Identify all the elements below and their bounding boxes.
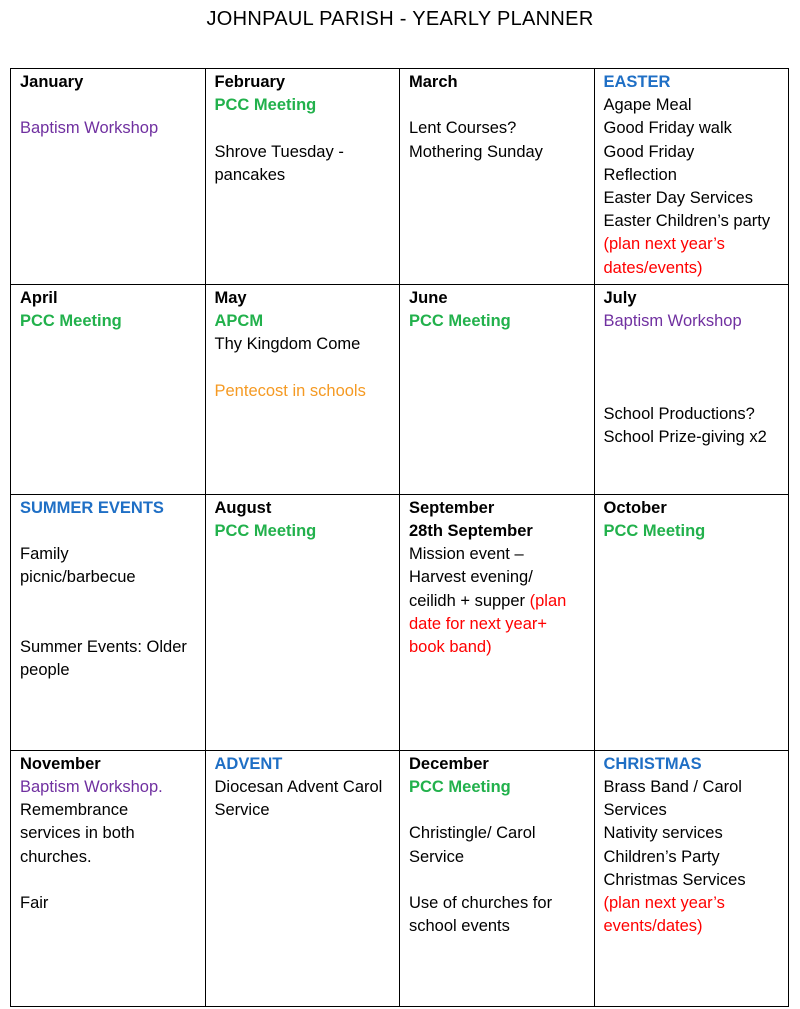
cell-september: [400, 494, 595, 750]
event-text: School Productions?: [603, 404, 755, 423]
pcc-meeting: PCC Meeting: [214, 96, 317, 115]
planner-table: [10, 68, 789, 1007]
event-text: Thy Kingdom Come: [214, 335, 361, 354]
event-text: school events: [409, 917, 510, 936]
pcc-meeting: PCC Meeting: [20, 312, 122, 331]
event-text: services in both: [20, 824, 135, 843]
page-title: JOHNPAUL PARISH - YEARLY PLANNER: [206, 8, 594, 30]
cell-summer-events: [11, 494, 206, 750]
season-heading: EASTER: [603, 73, 671, 91]
cell-march: [400, 69, 595, 285]
event-text: Summer Events: Older: [20, 638, 187, 657]
cell-january: [11, 69, 206, 285]
event-text: churches.: [20, 847, 92, 866]
event-text: Mothering Sunday: [409, 142, 543, 161]
table-row: [11, 69, 789, 285]
plan-note: book band): [409, 638, 492, 657]
cell-august: [205, 494, 400, 750]
plan-note: (plan next year’s: [603, 235, 725, 254]
event-text: Lent Courses?: [409, 119, 517, 138]
pentecost-in-schools: Pentecost in schools: [214, 381, 366, 400]
baptism-workshop: Baptism Workshop: [603, 312, 742, 331]
cell-november: [11, 750, 206, 1006]
event-text-with-note: [409, 590, 585, 613]
month-heading: November: [20, 754, 101, 773]
event-text: Brass Band / Carol: [603, 778, 742, 797]
plan-note: date for next year+: [409, 614, 548, 633]
season-heading: ADVENT: [214, 754, 283, 773]
cell-december: [400, 750, 595, 1006]
cell-advent: [205, 750, 400, 1006]
event-text: picnic/barbecue: [20, 568, 136, 587]
event-text: Reflection: [603, 165, 677, 184]
event-text: School Prize-giving x2: [603, 428, 767, 447]
month-heading: July: [603, 288, 637, 307]
cell-february: [205, 69, 400, 285]
pcc-meeting: PCC Meeting: [409, 312, 511, 331]
date-subheading: 28th September: [409, 522, 533, 541]
cell-may: [205, 284, 400, 494]
event-text: Christingle/ Carol: [409, 824, 536, 843]
event-text: Easter Children’s party: [603, 212, 771, 231]
cell-april: [11, 284, 206, 494]
month-heading: January: [20, 73, 84, 91]
month-heading: April: [20, 288, 58, 307]
table-row: [11, 750, 789, 1006]
event-text: Easter Day Services: [603, 189, 753, 208]
month-heading: February: [214, 73, 286, 91]
event-text: Service: [214, 801, 270, 820]
month-heading: September: [409, 498, 495, 517]
season-heading: CHRISTMAS: [603, 754, 702, 773]
pcc-meeting: PCC Meeting: [214, 522, 317, 541]
event-text: Remembrance: [20, 801, 129, 820]
baptism-workshop: Baptism Workshop: [20, 119, 159, 138]
plan-note: dates/events): [603, 258, 703, 277]
event-text: Diocesan Advent Carol: [214, 778, 383, 797]
month-heading: October: [603, 498, 667, 517]
event-text: Christmas Services: [603, 870, 746, 889]
event-text: ceilidh + supper: [409, 591, 530, 610]
event-text: Mission event –: [409, 545, 524, 564]
cell-easter: [594, 69, 789, 285]
event-text: Agape Meal: [603, 96, 692, 115]
event-text: Fair: [20, 894, 49, 913]
table-row: [11, 494, 789, 750]
cell-christmas: [594, 750, 789, 1006]
month-heading: March: [409, 73, 458, 91]
baptism-workshop: Baptism Workshop.: [20, 778, 163, 797]
event-text: Shrove Tuesday -: [214, 142, 344, 161]
event-text: Good Friday: [603, 142, 695, 161]
event-text: Use of churches for: [409, 894, 553, 913]
month-heading: December: [409, 754, 489, 773]
season-heading: SUMMER EVENTS: [20, 498, 164, 517]
event-text: Harvest evening/: [409, 568, 533, 587]
month-heading: August: [214, 498, 272, 517]
pcc-meeting: PCC Meeting: [603, 522, 706, 541]
plan-note: (plan: [529, 591, 567, 610]
month-heading: May: [214, 288, 247, 307]
event-text: Service: [409, 847, 465, 866]
event-text: pancakes: [214, 165, 286, 184]
event-text: Nativity services: [603, 824, 723, 843]
plan-note: events/dates): [603, 917, 703, 936]
cell-october: [594, 494, 789, 750]
cell-june: [400, 284, 595, 494]
apcm-meeting: APCM: [214, 312, 264, 331]
event-text: Children’s Party: [603, 847, 720, 866]
pcc-meeting: PCC Meeting: [409, 778, 511, 797]
table-row: [11, 284, 789, 494]
event-text: Services: [603, 801, 667, 820]
month-heading: June: [409, 288, 448, 307]
event-text: Family: [20, 545, 69, 564]
plan-note: (plan next year’s: [603, 894, 725, 913]
event-text: people: [20, 661, 70, 680]
event-text: Good Friday walk: [603, 119, 732, 138]
cell-july: [594, 284, 789, 494]
